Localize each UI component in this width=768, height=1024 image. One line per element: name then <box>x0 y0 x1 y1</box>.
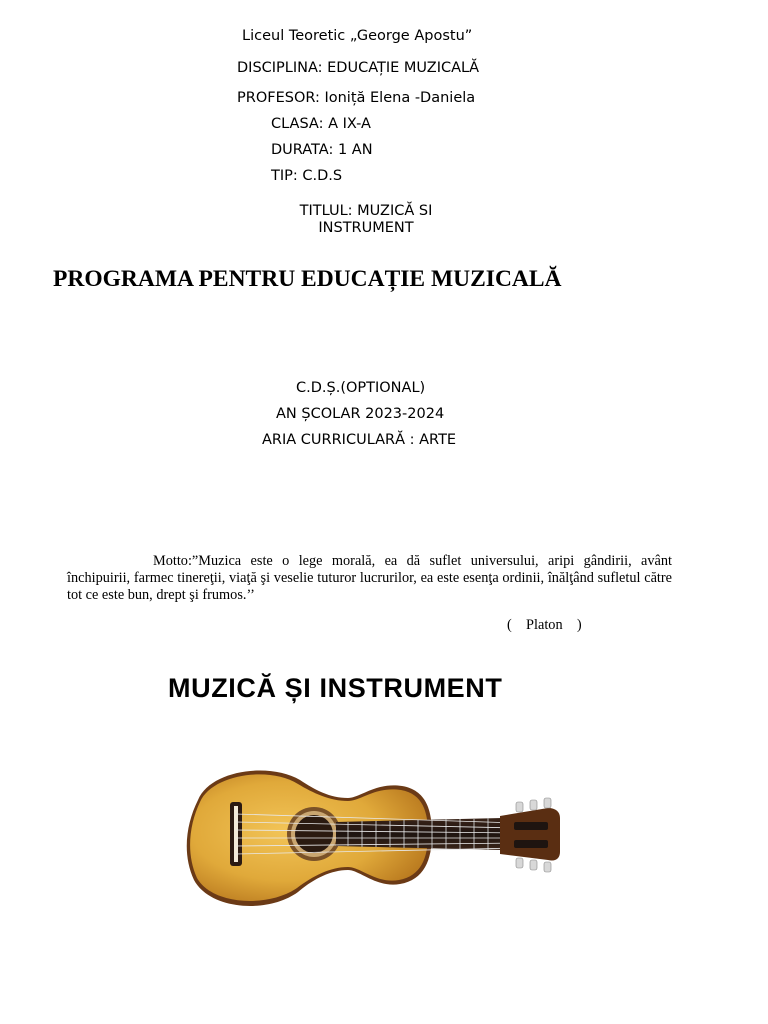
discipline-line: DISCIPLINA: EDUCAȚIE MUZICALĂ <box>237 60 480 76</box>
cds-line: C.D.Ș.(OPTIONAL) <box>296 380 426 396</box>
school-name: Liceul Teoretic „George Apostu” <box>242 28 473 44</box>
section-title: MUZICĂ ȘI INSTRUMENT <box>168 673 503 703</box>
curricular-area-line: ARIA CURRICULARĂ : ARTE <box>262 432 457 448</box>
school-year-line: AN ȘCOLAR 2023-2024 <box>276 406 445 422</box>
motto-quote: Motto:”Muzica este o lege morală, ea dă suflet universului, aripi gândirii, avânt închipuirii, farmec tinereţii, viaţă şi veselie tuturor lucrurilor, ea este esenţa ordinii, înălţând sufletul către tot ce este bun, drept şi frumos.’’ <box>67 553 672 603</box>
teacher-line: PROFESOR: Ioniță Elena -Daniela <box>237 90 476 106</box>
guitar-image <box>180 762 568 914</box>
program-title: PROGRAMA PENTRU EDUCAȚIE MUZICALĂ <box>53 266 562 292</box>
class-line: CLASA: A IX-A <box>271 116 371 132</box>
motto-author: ( Platon ) <box>507 617 582 633</box>
course-title: TITLUL: MUZICĂ SI INSTRUMENT <box>299 203 433 236</box>
type-line: TIP: C.D.S <box>271 168 343 184</box>
duration-line: DURATA: 1 AN <box>271 142 373 158</box>
